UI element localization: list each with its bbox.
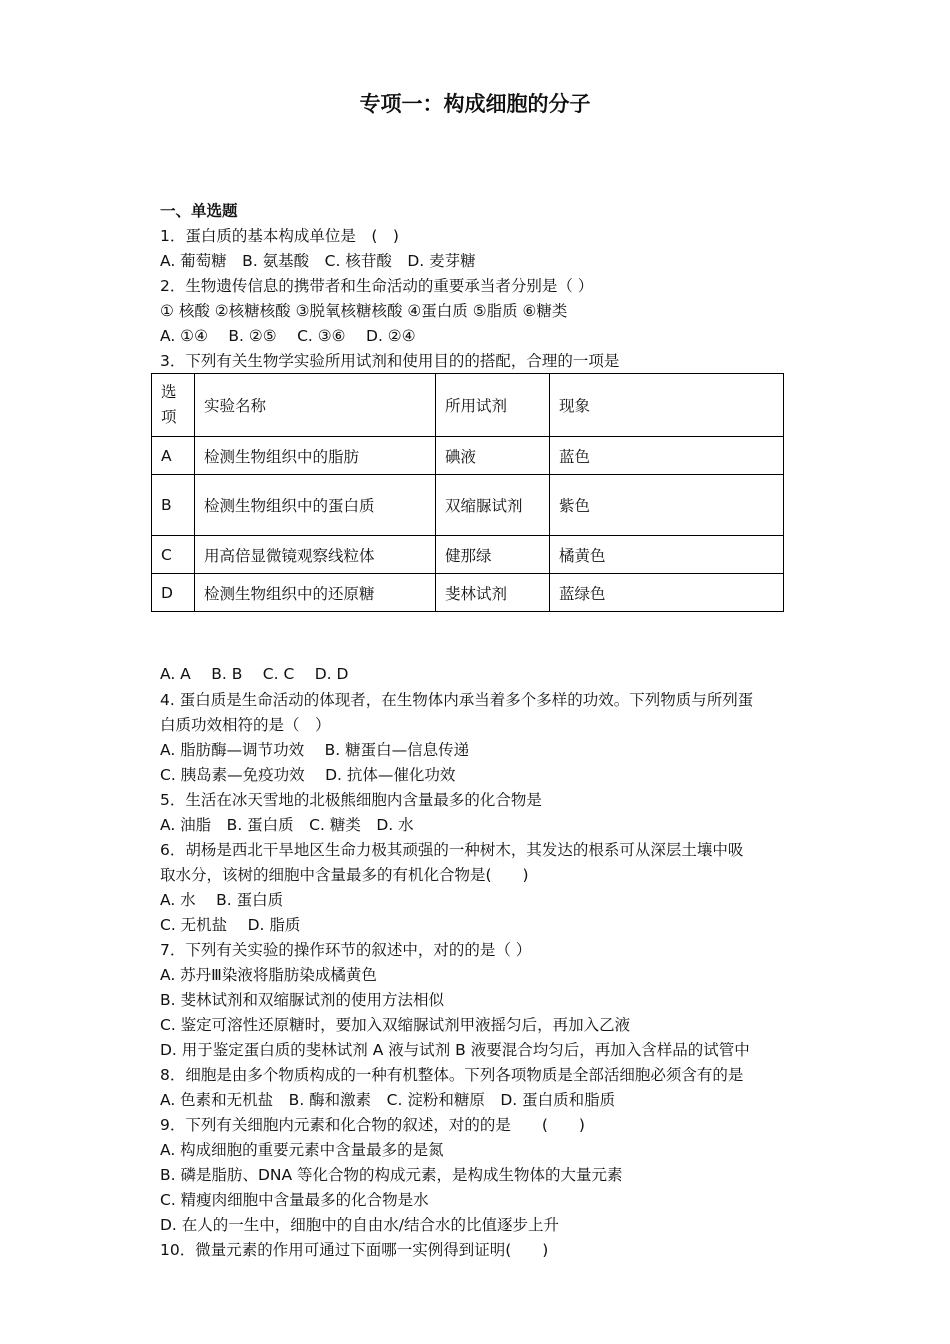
table-header-reagent: 所用试剂 [436,374,550,437]
q4-options-ab: A. 脂肪酶—调节功效 B. 糖蛋白—信息传递 [160,741,470,759]
q9-option-d: D. 在人的一生中，细胞中的自由水/结合水的比值逐步上升 [160,1216,560,1234]
table-header-experiment: 实验名称 [195,374,436,437]
q6-stem-line1: 6．胡杨是西北干旱地区生命力极其顽强的一种树木，其发达的根系可从深层土壤中吸 [160,841,744,859]
q7-option-c: C. 鉴定可溶性还原糖时，要加入双缩脲试剂甲液摇匀后，再加入乙液 [160,1016,631,1034]
table-header-option-line1: 选 [161,383,177,401]
table-cell: 检测生物组织中的还原糖 [195,574,436,612]
table-row [152,574,784,612]
q7-option-d: D. 用于鉴定蛋白质的斐林试剂 A 液与试剂 B 液要混合均匀后，再加入含样品的试管中 [160,1041,750,1059]
table-header-row [152,374,784,437]
page-title: 专项一：构成细胞的分子 [359,92,591,116]
q9-option-b: B. 磷是脂肪、DNA 等化合物的构成元素，是构成生物体的大量元素 [160,1166,623,1184]
table-cell: 检测生物组织中的脂肪 [195,437,436,475]
q8-stem: 8．细胞是由多个物质构成的一种有机整体。下列各项物质是全部活细胞必须含有的是 [160,1066,744,1084]
table-row [152,536,784,574]
table-cell: 双缩脲试剂 [436,475,550,536]
q3-options: A. A B. B C. C D. D [160,665,349,683]
table-header-phenomenon: 现象 [550,374,784,437]
table-cell: 蓝色 [550,437,784,475]
q9-stem: 9．下列有关细胞内元素和化合物的叙述，对的的是 ( ) [160,1116,585,1134]
table-cell: 健那绿 [436,536,550,574]
table-row [152,475,784,536]
table-cell: 检测生物组织中的蛋白质 [195,475,436,536]
table-cell: 紫色 [550,475,784,536]
q9-option-c: C. 精瘦肉细胞中含量最多的化合物是水 [160,1191,429,1209]
table-cell: B [152,475,195,536]
table-cell: 碘液 [436,437,550,475]
q4-stem-line2: 白质功效相符的是（ ） [160,716,331,734]
table-row [152,437,784,475]
q6-stem-line2: 取水分，该树的细胞中含量最多的有机化合物是( ) [160,866,529,884]
q3-table [151,373,784,612]
q4-stem-line1: 4. 蛋白质是生命活动的体现者，在生物体内承当着多个多样的功效。下列物质与所列蛋 [160,691,754,709]
q2-options: A. ①④ B. ②⑤ C. ③⑥ D. ②④ [160,327,416,345]
q9-option-a: A. 构成细胞的重要元素中含量最多的是氮 [160,1141,444,1159]
q7-stem: 7．下列有关实验的操作环节的叙述中，对的的是（ ） [160,941,532,959]
q3-stem: 3．下列有关生物学实验所用试剂和使用目的的搭配，合理的一项是 [160,352,620,370]
table-cell: 用高倍显微镜观察线粒体 [195,536,436,574]
table-cell: C [152,536,195,574]
q4-options-cd: C. 胰岛素—免疫功效 D. 抗体—催化功效 [160,766,456,784]
table-cell: 橘黄色 [550,536,784,574]
q2-items: ① 核酸 ②核糖核酸 ③脱氧核糖核酸 ④蛋白质 ⑤脂质 ⑥糖类 [160,302,568,320]
q6-options-cd: C. 无机盐 D. 脂质 [160,916,301,934]
table-cell: D [152,574,195,612]
table-cell: 蓝绿色 [550,574,784,612]
q1-options: A. 葡萄糖 B. 氨基酸 C. 核苷酸 D. 麦芽糖 [160,252,476,270]
q6-options-ab: A. 水 B. 蛋白质 [160,891,284,909]
q1-stem: 1．蛋白质的基本构成单位是 ( ) [160,227,399,245]
q8-options: A. 色素和无机盐 B. 酶和激素 C. 淀粉和糖原 D. 蛋白质和脂质 [160,1091,616,1109]
section-heading: 一、单选题 [160,202,238,220]
q5-stem: 5．生活在冰天雪地的北极熊细胞内含量最多的化合物是 [160,791,542,809]
table-cell: A [152,437,195,475]
q10-stem: 10．微量元素的作用可通过下面哪一实例得到证明( ) [160,1241,549,1259]
q5-options: A. 油脂 B. 蛋白质 C. 糖类 D. 水 [160,816,414,834]
q2-stem: 2．生物遗传信息的携带者和生命活动的重要承当者分别是（ ） [160,277,594,295]
table-cell: 斐林试剂 [436,574,550,612]
table-header-option-line2: 项 [161,408,177,426]
q7-option-a: A. 苏丹Ⅲ染液将脂肪染成橘黄色 [160,966,377,984]
q7-option-b: B. 斐林试剂和双缩脲试剂的使用方法相似 [160,991,444,1009]
table-header-option [152,374,195,437]
